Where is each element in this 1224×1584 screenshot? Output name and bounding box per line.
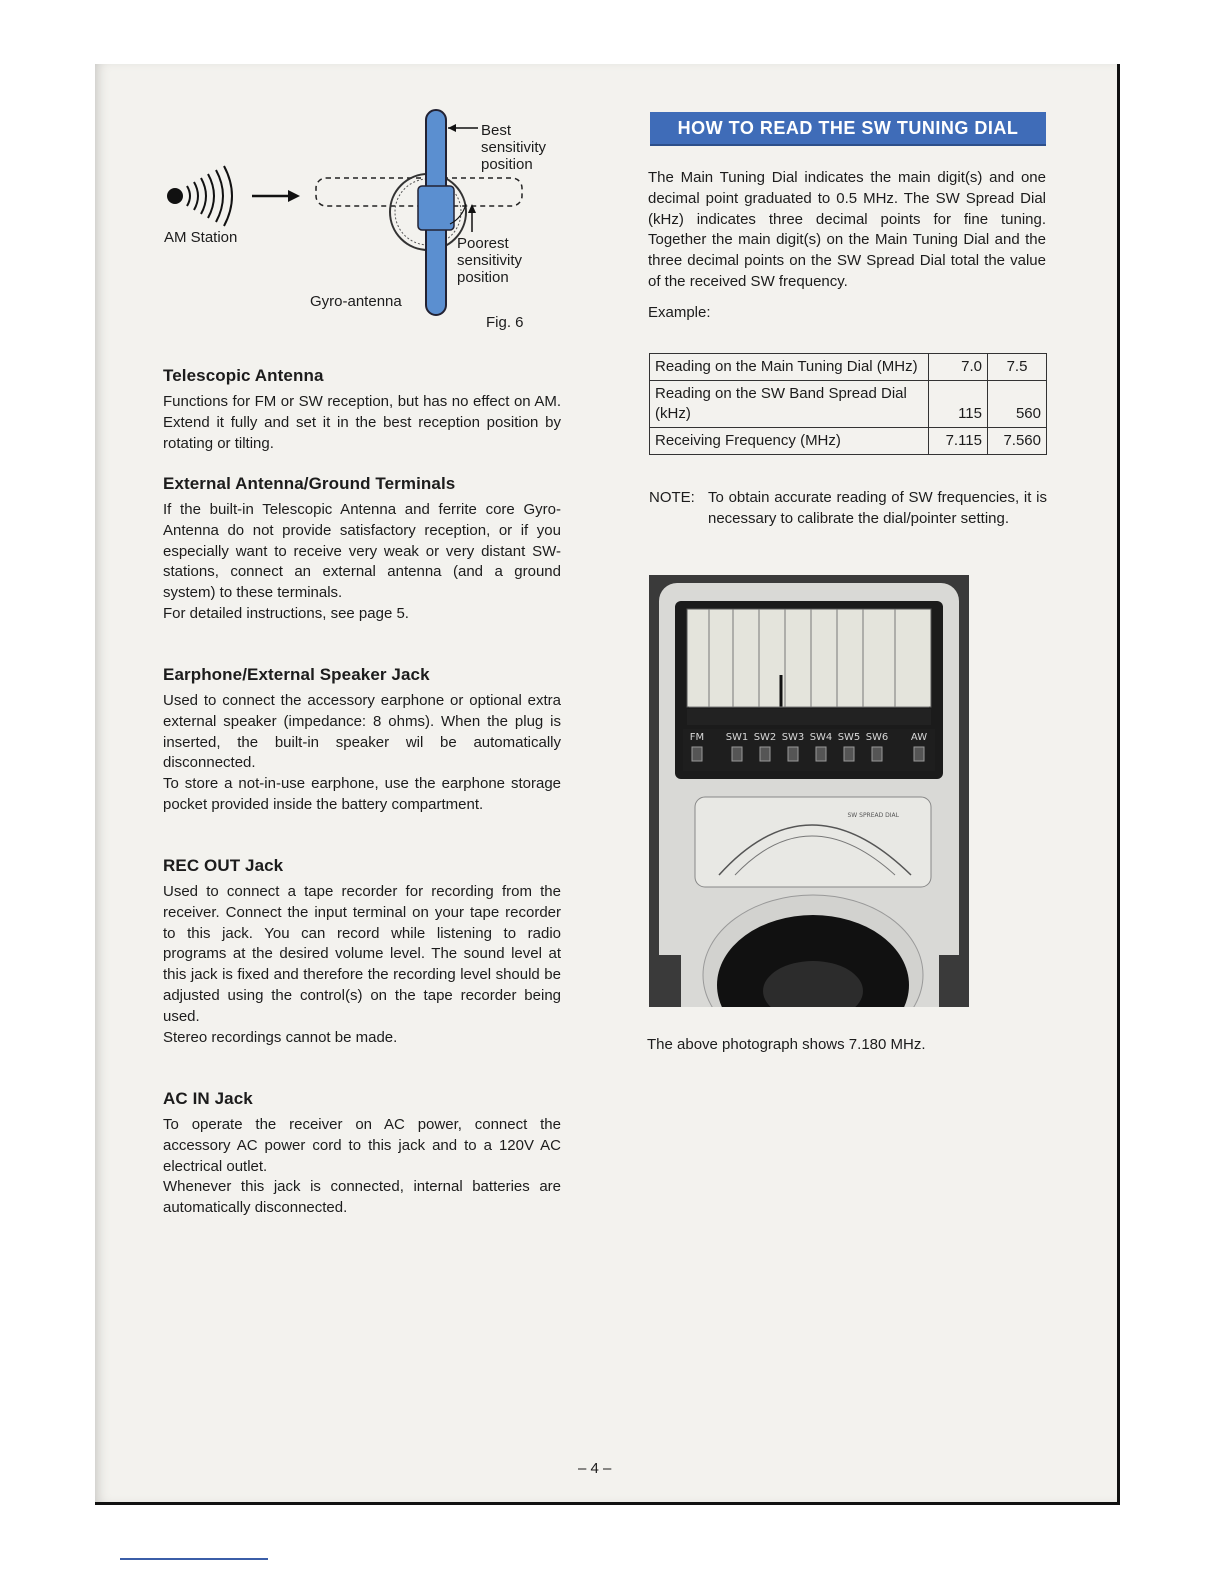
section-earphone-jack	[163, 665, 561, 816]
band-button-aw-label: AW	[910, 732, 928, 743]
sw-intro-text: The Main Tuning Dial indicates the main digit(s) and one decimal point graduated to 0.5 MHz. The SW Spread Dial (kHz) indicates three decimal points for fine tuning. Together the main digit(s) on the Main Tuning Dial and the three decimal points on the SW Spread Dial total the value of the received SW frequency.	[648, 169, 1046, 290]
sw-intro	[648, 168, 1046, 324]
table-cell: 560	[988, 381, 1047, 428]
section-body: If the built-in Telescopic Antenna and ferrite core Gyro-Antenna do not provide satisfactory reception, or if you especially want to receive very weak or very distant SW-stations, connect an external antenna (and a ground system) to these terminals.	[163, 501, 561, 602]
frequency-example-table	[649, 353, 1047, 455]
table-row	[650, 354, 1047, 381]
section-body-2: Whenever this jack is connected, internal batteries are automatically disconnected.	[163, 1178, 561, 1217]
section-external-antenna	[163, 474, 561, 625]
section-heading: External Antenna/Ground Terminals	[163, 474, 456, 493]
section-heading: REC OUT Jack	[163, 856, 284, 875]
section-ac-in-jack	[163, 1089, 561, 1219]
sw-dial-banner: HOW TO READ THE SW TUNING DIAL	[650, 112, 1046, 146]
table-row	[650, 428, 1047, 455]
poorest-position-label: Poorest sensitivity position	[457, 235, 523, 286]
band-button-sw6-label: SW6	[865, 732, 889, 743]
table-cell: 7.5	[988, 354, 1047, 381]
table-cell: 7.115	[929, 428, 988, 455]
antenna-figure	[160, 100, 570, 340]
photo-caption: The above photograph shows 7.180 MHz.	[647, 1036, 926, 1053]
band-button-sw1-label: SW1	[725, 732, 749, 743]
note-text: To obtain accurate reading of SW frequencies, it is necessary to calibrate the dial/pointer setting.	[708, 489, 1047, 527]
section-body-2: Stereo recordings cannot be made.	[163, 1028, 398, 1046]
table-cell: Receiving Frequency (MHz)	[650, 428, 929, 455]
section-heading: AC IN Jack	[163, 1089, 253, 1108]
section-heading: Earphone/External Speaker Jack	[163, 665, 430, 684]
section-body: To operate the receiver on AC power, connect the accessory AC power cord to this jack and to a 120V AC electrical outlet.	[163, 1116, 561, 1175]
note-label: NOTE:	[649, 489, 695, 506]
spread-dial-label: SW SPREAD DIAL	[847, 812, 899, 819]
calibration-note	[649, 488, 1047, 530]
section-body-2: To store a not-in-use earphone, use the earphone storage pocket provided inside the battery compartment.	[163, 775, 561, 813]
table-cell: 7.0	[929, 354, 988, 381]
page-number: – 4 –	[578, 1460, 612, 1477]
page-edge-line	[120, 1558, 268, 1560]
table-cell: Reading on the SW Band Spread Dial (kHz)	[650, 381, 929, 428]
example-label: Example:	[648, 303, 711, 321]
best-position-label: Best sensitivity position	[481, 122, 547, 173]
band-button-sw5-label: SW5	[837, 732, 861, 743]
section-body: Used to connect the accessory earphone or optional extra external speaker (impedance: 8 ohms). When the plug is inserted, the built-in speaker wil be automatically disconnected.	[163, 692, 561, 772]
figure-number: Fig. 6	[486, 314, 524, 331]
section-telescopic-antenna	[163, 366, 561, 454]
band-button-sw2-label: SW2	[753, 732, 777, 743]
band-button-sw4-label: SW4	[809, 732, 833, 743]
table-cell: Reading on the Main Tuning Dial (MHz)	[650, 354, 929, 381]
section-body: Used to connect a tape recorder for recording from the receiver. Connect the input terminal on your tape recorder to this jack. You can record while listening to radio programs at the desired volume level. The sound level at this jack is fixed and therefore the recording level should be adjusted using the control(s) on the tape recorder being used.	[163, 883, 561, 1025]
section-body: Functions for FM or SW reception, but has no effect on AM. Extend it fully and set it in the best reception position by rotating or tilting.	[163, 393, 561, 452]
section-heading: Telescopic Antenna	[163, 366, 324, 385]
table-cell: 115	[929, 381, 988, 428]
table-row	[650, 381, 1047, 428]
am-station-label: AM Station	[164, 229, 238, 246]
section-rec-out-jack	[163, 856, 561, 1048]
radio-dial-photo	[649, 575, 969, 1007]
table-cell: 7.560	[988, 428, 1047, 455]
gyro-antenna-label: Gyro-antenna	[310, 293, 402, 310]
section-body-2: For detailed instructions, see page 5.	[163, 604, 409, 622]
band-button-fm-label: FM	[689, 732, 705, 743]
band-button-sw3-label: SW3	[781, 732, 805, 743]
